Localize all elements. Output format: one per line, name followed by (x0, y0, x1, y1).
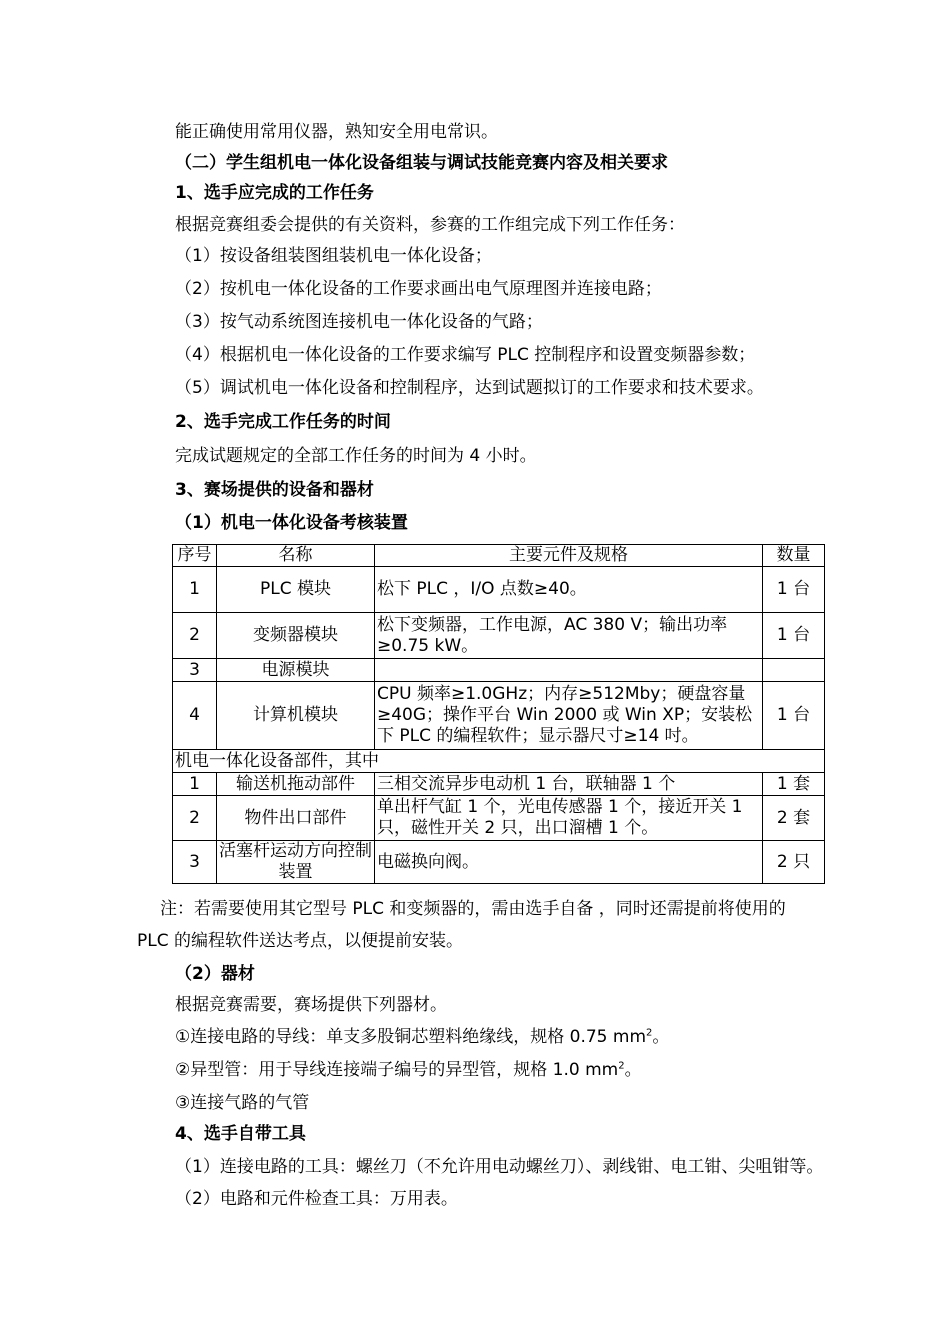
table-cell: 电磁换向阀。 (375, 841, 763, 884)
superscript: 2 (618, 1060, 625, 1072)
table-cell: 计算机模块 (217, 682, 375, 750)
table-row (173, 567, 825, 613)
subsection-heading: 2、选手完成工作任务的时间 (175, 412, 391, 432)
header-cell: 主要元件及规格 (375, 545, 763, 567)
table-cell: 单出杆气缸 1 个，光电传感器 1 个，接近开关 1 只，磁性开关 2 只，出口溜槽 1 个。 (375, 796, 763, 841)
table-cell: 1 (173, 567, 217, 613)
table-cell: CPU 频率≥1.0GHz；内存≥512Mby；硬盘容量≥40G；操作平台 Win 2000 或 Win XP；安装松下 PLC 的编程软件；显示器尺寸≥14 吋。 (375, 682, 763, 750)
list-item: （2）按机电一体化设备的工作要求画出电气原理图并连接电路； (175, 279, 662, 299)
note-line: 注：若需要使用其它型号 PLC 和变频器的，需由选手自备 ，同时还需提前将使用的 (160, 899, 786, 919)
table-header-row (173, 545, 825, 567)
section-heading: （二）学生组机电一体化设备组装与调试技能竞赛内容及相关要求 (175, 153, 668, 173)
table-cell: 松下变频器，工作电源，AC 380 V；输出功率≥0.75 kW。 (375, 613, 763, 659)
table-cell: 活塞杆运动方向控制装置 (217, 841, 375, 884)
table-cell: 物件出口部件 (217, 796, 375, 841)
table-section-label: 机电一体化设备部件，其中 (173, 750, 825, 773)
table-row (173, 682, 825, 750)
superscript: 2 (646, 1027, 653, 1039)
table-cell: 1 台 (763, 613, 825, 659)
table-row (173, 613, 825, 659)
table-cell: 1 (173, 773, 217, 796)
table-section-row (173, 750, 825, 773)
list-item-text: ①连接电路的导线：单支多股铜芯塑料绝缘线，规格 0.75 mm (175, 1027, 647, 1047)
paragraph-line: 能正确使用常用仪器，熟知安全用电常识。 (175, 122, 498, 142)
table-cell (763, 659, 825, 682)
list-item-end: 。 (624, 1060, 642, 1080)
list-item: （1）连接电路的工具：螺丝刀（不允许用电动螺丝刀）、剥线钳、电工钳、尖咀钳等。 (175, 1157, 824, 1177)
table-row (173, 659, 825, 682)
table-cell: 3 (173, 659, 217, 682)
table-cell: 2 只 (763, 841, 825, 884)
table-row (173, 841, 825, 884)
table-cell: 2 套 (763, 796, 825, 841)
header-cell: 数量 (763, 545, 825, 567)
table-row (173, 796, 825, 841)
list-item-text: ②异型管：用于导线连接端子编号的异型管，规格 1.0 mm (175, 1060, 619, 1080)
table-cell: PLC 模块 (217, 567, 375, 613)
list-item: （1）按设备组装图组装机电一体化设备； (175, 246, 492, 266)
table-cell: 4 (173, 682, 217, 750)
table-cell: 1 台 (763, 682, 825, 750)
list-item (175, 1059, 642, 1081)
table-cell: 3 (173, 841, 217, 884)
list-item-end: 。 (652, 1027, 670, 1047)
header-cell: 序号 (173, 545, 217, 567)
header-cell: 名称 (217, 545, 375, 567)
paragraph-line: 完成试题规定的全部工作任务的时间为 4 小时。 (175, 446, 537, 466)
note-line: PLC 的编程软件送达考点，以便提前安装。 (137, 931, 463, 951)
table-cell: 2 (173, 613, 217, 659)
list-item: （2）电路和元件检查工具：万用表。 (175, 1189, 458, 1209)
table-cell: 2 (173, 796, 217, 841)
paragraph-line: 根据竞赛组委会提供的有关资料，参赛的工作组完成下列工作任务： (175, 215, 685, 235)
table-cell: 1 台 (763, 567, 825, 613)
table-cell: 三相交流异步电动机 1 台，联轴器 1 个 (375, 773, 763, 796)
subsection-heading: 4、选手自带工具 (175, 1124, 306, 1144)
equipment-table (172, 544, 825, 884)
table-row (173, 773, 825, 796)
table-cell: 变频器模块 (217, 613, 375, 659)
table-cell: 1 套 (763, 773, 825, 796)
list-item: （4）根据机电一体化设备的工作要求编写 PLC 控制程序和设置变频器参数； (175, 345, 756, 365)
list-item: （3）按气动系统图连接机电一体化设备的气路； (175, 312, 543, 332)
subsection-heading: （2）器材 (175, 964, 255, 984)
table-cell (375, 659, 763, 682)
subsection-heading: 1、选手应完成的工作任务 (175, 183, 374, 203)
subsection-heading: 3、赛场提供的设备和器材 (175, 480, 374, 500)
list-item: （5）调试机电一体化设备和控制程序，达到试题拟订的工作要求和技术要求。 (175, 378, 764, 398)
list-item: ③连接气路的气管 (175, 1093, 310, 1113)
table-cell: 松下 PLC ，I/O 点数≥40。 (375, 567, 763, 613)
list-item (175, 1026, 669, 1048)
table-cell: 输送机拖动部件 (217, 773, 375, 796)
table-cell: 电源模块 (217, 659, 375, 682)
table-caption: （1）机电一体化设备考核装置 (175, 513, 408, 533)
paragraph-line: 根据竞赛需要，赛场提供下列器材。 (175, 995, 447, 1015)
